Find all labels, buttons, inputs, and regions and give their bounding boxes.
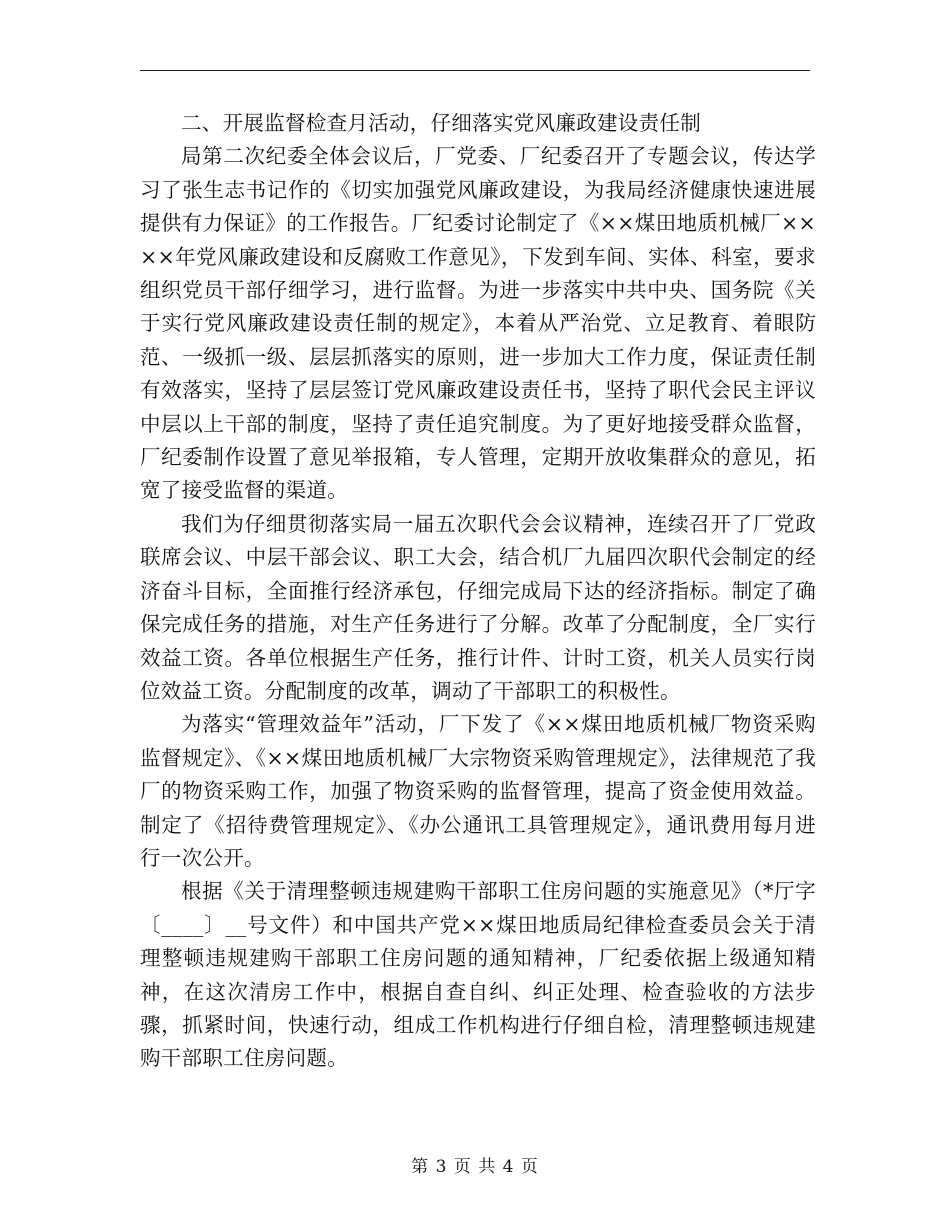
paragraph-economic-targets: 我们为仔细贯彻落实局一届五次职代会会议精神，连续召开了厂党政联席会议、中层干部会议、职工大会，结合机厂九届四次职代会制定的经济奋斗目标，全面推行经济承包，仔细完成局下达的经济指标。制定了确保完成任务的措施，对生产任务进行了分解。改革了分配制度，全厂实行效益工资。各单位根据生产任务，推行计件、计时工资，机关人员实行岗位效益工资。分配制度的改革，调动了干部职工的积极性。 (140, 511, 816, 703)
header-rule (140, 70, 810, 71)
section-heading: 二、开展监督检查月活动，仔细落实党风廉政建设责任制 (181, 111, 701, 135)
paragraph-procurement-rules: 为落实“管理效益年”活动，厂下发了《××煤田地质机械厂物资采购监督规定》、《××煤田地质机械厂大宗物资采购管理规定》，法律规范了我厂的物资采购工作，加强了物资采购的监督管理，提高了资金使用效益。制定了《招待费管理规定》、《办公通讯工具管理规定》，通讯费用每月进行一次公开。 (140, 712, 816, 870)
page-number-footer: 第 3 页 共 4 页 (411, 1157, 539, 1177)
paragraph-discipline-meeting: 局第二次纪委全体会议后，厂党委、厂纪委召开了专题会议，传达学习了张生志书记作的《切实加强党风廉政建设，为我局经济健康快速进展提供有力保证》的工作报告。厂纪委讨论制定了《××煤田地质机械厂××××年党风廉政建设和反腐败工作意见》，下发到车间、实体、科室，要求组织党员干部仔细学习，进行监督。为进一步落实中共中央、国务院《关于实行党风廉政建设责任制的规定》，本着从严治党、立足教育、着眼防范、一级抓一级、层层抓落实的原则，进一步加大工作力度，保证责任制有效落实，坚持了层层签订党风廉政建设责任书，坚持了职代会民主评议中层以上干部的制度，坚持了责任追究制度。为了更好地接受群众监督，厂纪委制作设置了意见举报箱，专人管理，定期开放收集群众的意见，拓宽了接受监督的渠道。 (140, 144, 816, 503)
paragraph-housing-cleanup: 根据《关于清理整顿违规建购干部职工住房问题的实施意见》（*厅字〔____〕__号文件）和中国共产党××煤田地质局纪律检查委员会关于清理整顿违规建购干部职工住房问题的通知精神，厂纪委依据上级通知精神，在这次清房工作中，根据自查自纠、纠正处理、检查验收的方法步骤，抓紧时间，快速行动，组成工作机构进行仔细自检，清理整顿违规建购干部职工住房问题。 (140, 879, 816, 1071)
document-body (140, 107, 816, 1076)
